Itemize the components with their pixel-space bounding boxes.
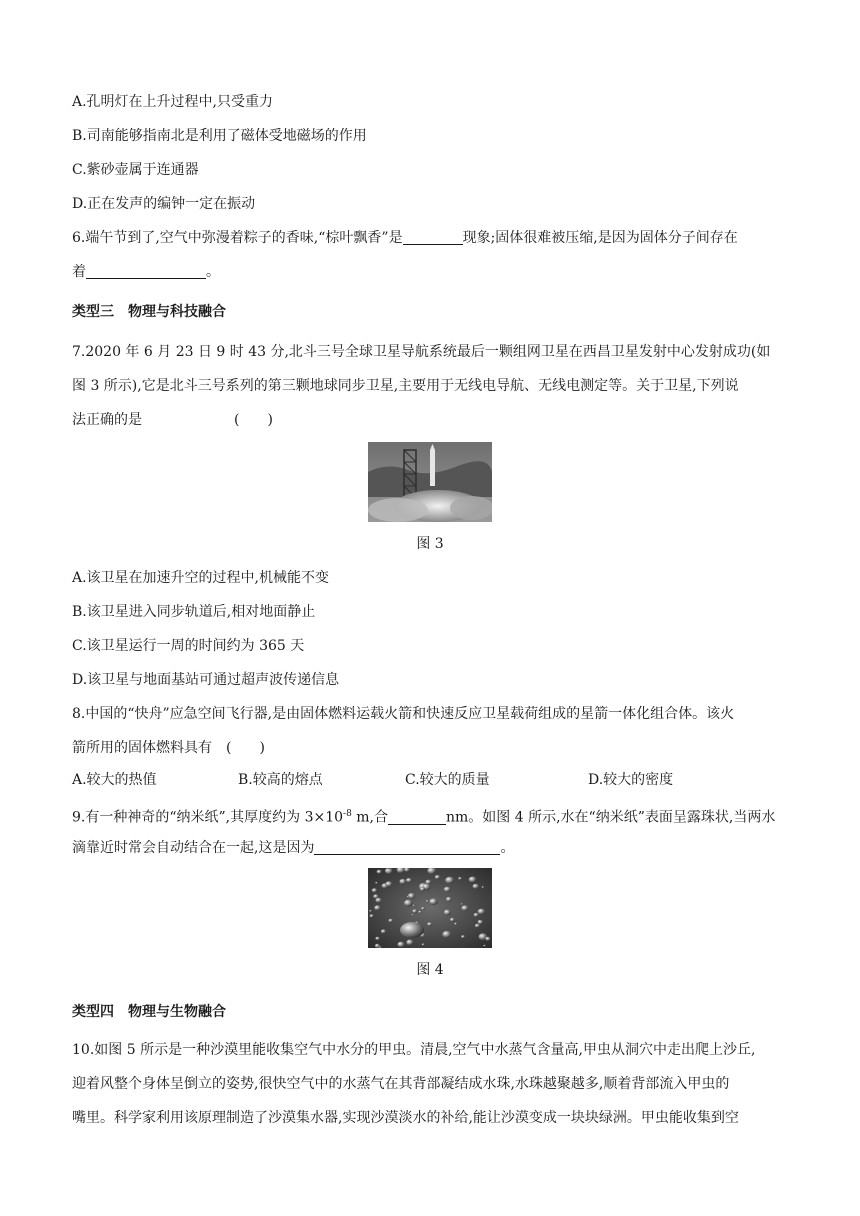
q10-line-1: 10.如图 5 所示是一种沙漠里能收集空气中水分的甲虫。清晨,空气中水蒸气含量高,甲虫从洞穴中走出爬上沙丘, bbox=[72, 1042, 756, 1058]
water-droplet bbox=[478, 909, 486, 915]
q7-stem-end: 法正确的是 bbox=[72, 412, 142, 428]
q9-blank-2 bbox=[314, 840, 500, 855]
water-droplet bbox=[473, 884, 480, 889]
water-droplet bbox=[375, 944, 380, 948]
q8-option-a: A.较大的热值 bbox=[72, 772, 157, 788]
water-droplet bbox=[412, 909, 417, 913]
water-droplet bbox=[421, 907, 425, 910]
water-droplet bbox=[407, 896, 409, 898]
water-droplet bbox=[398, 942, 405, 948]
q8-option-d: D.较大的密度 bbox=[588, 772, 674, 788]
water-droplet bbox=[406, 878, 412, 883]
q6-blank-2 bbox=[86, 264, 206, 279]
water-droplet bbox=[454, 923, 457, 925]
water-droplet bbox=[446, 897, 452, 902]
water-droplet bbox=[469, 877, 477, 883]
water-droplet bbox=[375, 937, 380, 941]
q9-exponent: -8 bbox=[343, 809, 352, 819]
water-droplet bbox=[408, 893, 415, 899]
q7-line-3 bbox=[72, 410, 273, 430]
q7-option-d: D.该卫星与地面基站可通过超声波传递信息 bbox=[72, 672, 340, 688]
q8-stem-end: 箭所用的固体燃料具有 bbox=[72, 740, 212, 756]
water-droplet bbox=[450, 918, 455, 922]
water-droplet bbox=[422, 943, 425, 945]
water-droplet bbox=[374, 905, 381, 910]
q6-text-4: 。 bbox=[206, 264, 220, 280]
water-droplet bbox=[377, 870, 382, 874]
q8-line-1: 8.中国的“快舟”应急空间飞行器,是由固体燃料运载火箭和快速反应卫星载荷组成的星箭一体化组合体。该火 bbox=[72, 706, 735, 722]
q8-options-row bbox=[72, 770, 792, 790]
q6-text-1: 6.端午节到了,空气中弥漫着粽子的香味,“棕叶飘香”是 bbox=[72, 230, 403, 246]
q6-blank-1 bbox=[403, 230, 463, 245]
q5-option-a: A.孔明灯在上升过程中,只受重力 bbox=[72, 94, 274, 110]
water-droplet bbox=[444, 910, 451, 916]
q6-text-2: 现象;固体很难被压缩,是因为固体分子间存在 bbox=[462, 230, 738, 246]
water-droplet bbox=[458, 877, 462, 880]
water-droplet bbox=[435, 875, 440, 879]
water-droplet bbox=[370, 914, 374, 917]
water-droplet bbox=[375, 882, 378, 884]
water-droplet bbox=[418, 911, 421, 914]
water-droplet bbox=[483, 945, 485, 947]
water-droplet bbox=[386, 881, 393, 886]
q8-line-2 bbox=[72, 738, 265, 758]
q7-option-c: C.该卫星运行一周的时间约为 365 天 bbox=[72, 638, 305, 654]
q8-option-c: C.较大的质量 bbox=[405, 772, 490, 788]
water-droplet bbox=[372, 888, 377, 892]
figure-4-water-droplets-photo bbox=[368, 868, 492, 948]
q8-option-b: B.较高的熔点 bbox=[238, 772, 323, 788]
q7-line-1: 7.2020 年 6 月 23 日 9 时 43 分,北斗三号全球卫星导航系统最后一颗组网卫星在西昌卫星发射中心发射成功(如 bbox=[72, 344, 771, 360]
q7-answer-bracket: ( ) bbox=[234, 412, 273, 428]
water-droplet bbox=[404, 900, 413, 907]
q7-option-a: A.该卫星在加速升空的过程中,机械能不变 bbox=[72, 570, 330, 586]
q9-text-3: nm。如图 4 所示,水在“纳米纸”表面呈露珠状,当两水 bbox=[446, 809, 776, 826]
water-droplet bbox=[388, 919, 393, 923]
q5-option-d: D.正在发声的编钟一定在振动 bbox=[72, 196, 256, 212]
water-droplet bbox=[399, 879, 406, 884]
q6-text-3: 着 bbox=[72, 264, 86, 280]
figure-3-caption: 图 3 bbox=[416, 536, 444, 552]
water-droplet bbox=[485, 937, 490, 941]
q9-line-1 bbox=[72, 804, 775, 828]
figure-4-caption: 图 4 bbox=[416, 962, 444, 978]
q10-line-2: 迎着风整个身体呈倒立的姿势,很快空气中的水蒸气在其背部凝结成水珠,水珠越聚越多,顺着背部流入甲虫的 bbox=[72, 1076, 730, 1092]
water-droplet bbox=[426, 900, 429, 902]
water-droplet bbox=[381, 929, 386, 933]
water-droplet bbox=[474, 913, 479, 917]
large-water-droplet bbox=[400, 922, 424, 938]
water-droplet bbox=[461, 903, 463, 905]
q8-answer-bracket: ( ) bbox=[226, 740, 265, 756]
q10-line-3: 嘴里。科学家利用该原理制造了沙漠集水器,实现沙漠淡水的补给,能让沙漠变成一块块绿洲。甲虫能收集到空 bbox=[72, 1110, 739, 1126]
water-droplet bbox=[445, 877, 454, 884]
water-droplet bbox=[429, 898, 437, 905]
figure-3-rocket-launch-photo bbox=[368, 442, 492, 522]
section-4-heading: 类型四 物理与生物融合 bbox=[72, 1004, 226, 1020]
q9-text-1: 9.有一种神奇的“纳米纸”,其厚度约为 3×10 bbox=[72, 809, 344, 826]
q9-blank-1 bbox=[388, 810, 446, 825]
water-droplet bbox=[412, 914, 414, 916]
water-droplet bbox=[478, 920, 483, 924]
q9-text-4: 滴靠近时常会自动结合在一起,这是因为 bbox=[72, 840, 315, 856]
q9-text-2: m,合 bbox=[351, 809, 388, 826]
water-droplet bbox=[444, 887, 451, 893]
q9-line-2 bbox=[72, 838, 514, 858]
q9-text-5: 。 bbox=[500, 840, 515, 856]
water-droplet bbox=[406, 940, 413, 946]
q7-option-b: B.该卫星进入同步轨道后,相对地面静止 bbox=[72, 604, 316, 620]
water-droplet bbox=[461, 935, 465, 938]
water-droplet bbox=[369, 910, 372, 912]
water-droplet bbox=[376, 898, 382, 903]
section-3-heading: 类型三 物理与科技融合 bbox=[72, 304, 226, 320]
water-droplet bbox=[475, 924, 480, 928]
water-droplet bbox=[427, 922, 432, 926]
water-droplet bbox=[413, 905, 415, 907]
water-droplet bbox=[442, 931, 451, 938]
water-droplet bbox=[420, 887, 425, 891]
q5-option-c: C.紫砂壶属于连通器 bbox=[72, 162, 199, 178]
q6-line-1 bbox=[72, 228, 738, 248]
water-droplet bbox=[482, 886, 485, 888]
q7-line-2: 图 3 所示),它是北斗三号系列的第三颗地球同步卫星,主要用于无线电导航、无线电测定等。关于卫星,下列说 bbox=[72, 378, 739, 394]
q6-line-2 bbox=[72, 262, 220, 282]
water-droplet bbox=[461, 905, 468, 911]
q5-option-b: B.司南能够指南北是利用了磁体受地磁场的作用 bbox=[72, 128, 367, 144]
